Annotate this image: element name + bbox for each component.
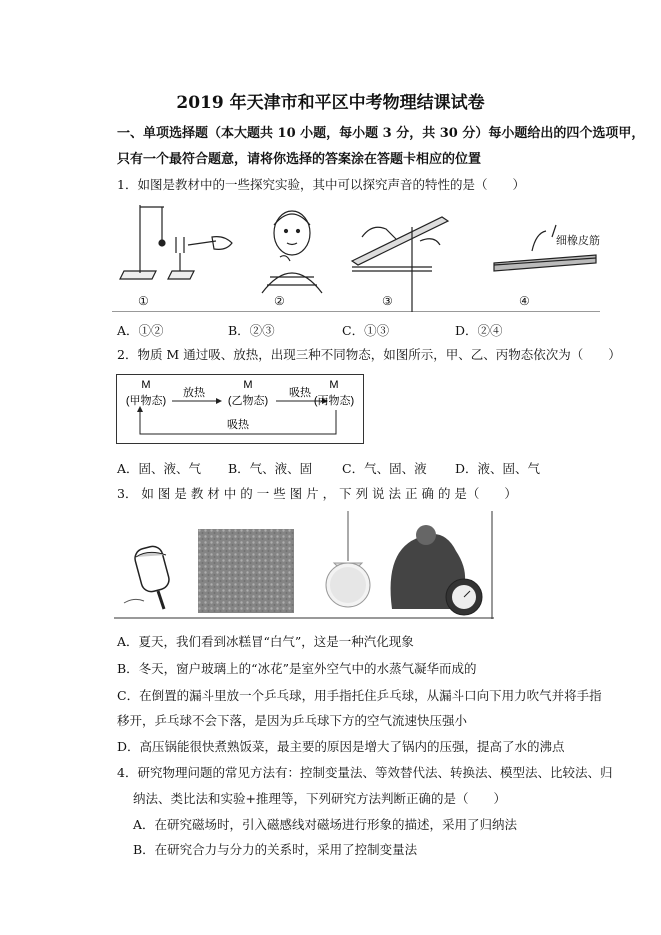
q1-stem: 1．如图是教材中的一些探究实验，其中可以探究声音的特性的是（ ）	[117, 177, 525, 192]
q3-figure	[114, 511, 494, 619]
q2-option-c[interactable]: C．气、固、液	[342, 461, 427, 476]
q4-option-b[interactable]: B．在研究合力与分力的关系时，采用了控制变量法	[133, 842, 418, 857]
q1-image-label-3: ③	[382, 294, 393, 308]
q1-option-d[interactable]: D．②④	[455, 323, 503, 338]
diagram-m-2: M	[243, 379, 253, 391]
q3-option-c-cont: 移开，乒乓球不会下落，是因为乒乓球下方的空气流速快压强小	[117, 713, 468, 728]
diagram-arrow-label-1: 放热	[183, 387, 205, 399]
diagram-m-3: M	[329, 379, 339, 391]
q3-option-b[interactable]: B．冬天，窗户玻璃上的“冰花”是室外空气中的水蒸气凝华而成的	[117, 661, 477, 676]
diagram-m-1: M	[141, 379, 151, 391]
q2-option-a[interactable]: A．固、液、气	[117, 461, 202, 476]
q1-option-c[interactable]: C．①③	[342, 323, 390, 338]
ruler-table-drawing	[352, 217, 448, 312]
diagram-arrow-label-3: 吸热	[227, 419, 249, 431]
diagram-arrow-label-2: 吸热	[289, 387, 311, 399]
q4-stem-line1: 4．研究物理问题的常见方法有：控制变量法、等效替代法、转换法、模型法、比较法、归	[117, 765, 613, 780]
q3-option-a[interactable]: A．夏天，我们看到冰糕冒“白气”，这是一种汽化现象	[117, 634, 414, 649]
q3-option-c[interactable]: C．在倒置的漏斗里放一个乒乓球，用手指托住乒乓球，从漏斗口向下用力吹气并将手指	[117, 688, 602, 703]
q1-image-label-4: ④	[519, 294, 530, 308]
diagram-state-2: (乙物态)	[227, 395, 269, 407]
q2-option-d[interactable]: D．液、固、气	[455, 461, 541, 476]
ice-cream-drawing	[124, 544, 171, 609]
rubber-band-label: 细橡皮筋	[556, 234, 600, 247]
girl-throat-drawing	[262, 211, 322, 293]
q1-option-b[interactable]: B．②③	[228, 323, 275, 338]
q2-stem: 2．物质 M 通过吸、放热，出现三种不同物态，如图所示，甲、乙、丙物态依次为（ ）	[117, 347, 621, 362]
pendulum-tuning-fork-drawing	[120, 205, 232, 279]
pressure-cooker-drawing	[391, 525, 482, 615]
q4-option-a[interactable]: A．在研究磁场时，引入磁感线对磁场进行形象的描述，采用了归纳法	[133, 817, 518, 832]
section-heading-line2: 只有一个最符合题意，请将你选择的答案涂在答题卡相应的位置	[117, 152, 482, 167]
q1-image-label-2: ②	[274, 294, 285, 308]
funnel-ball-drawing	[326, 511, 370, 607]
q2-option-b[interactable]: B．气、液、固	[228, 461, 313, 476]
page-title: 2019 年天津市和平区中考物理结课试卷	[176, 93, 485, 113]
q1-image-label-1: ①	[138, 294, 149, 308]
q4-stem-line2: 纳法、类比法和实验+推理等，下列研究方法判断正确的是（ ）	[133, 791, 506, 806]
diagram-state-3: (丙物态)	[313, 395, 355, 407]
section-heading-line1: 一、单项选择题（本大题共 10 小题，每小题 3 分，共 30 分）每小题给出的四个选项甲，	[117, 126, 645, 141]
diagram-state-1: (甲物态)	[125, 395, 167, 407]
q3-stem: 3． 如 图 是 教 材 中 的 一 些 图 片 ， 下 列 说 法 正 确 的 是（ ）	[117, 486, 517, 501]
q3-option-d[interactable]: D．高压锅能很快煮熟饭菜，最主要的原因是增大了锅内的压强，提高了水的沸点	[117, 739, 565, 754]
q1-option-a[interactable]: A．①②	[117, 323, 164, 338]
q2-state-diagram	[116, 374, 364, 444]
